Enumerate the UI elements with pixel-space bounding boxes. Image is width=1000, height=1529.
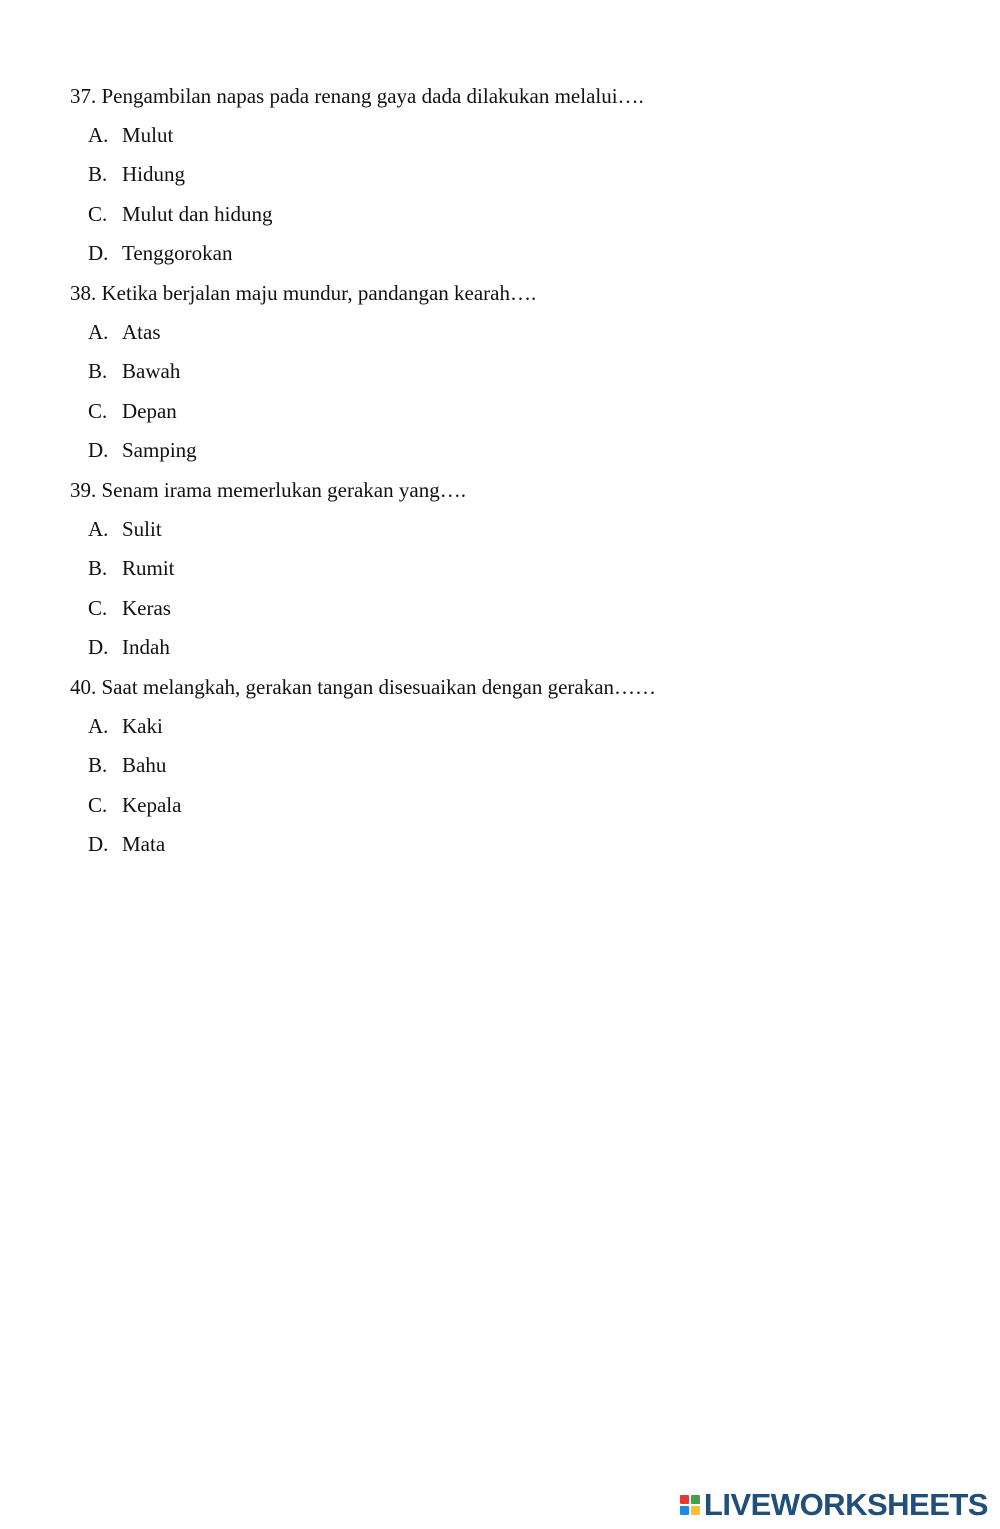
option-37-d[interactable] — [88, 240, 233, 266]
option-letter: D. — [88, 438, 109, 462]
option-text: Indah — [122, 635, 170, 659]
option-letter: A. — [88, 517, 109, 541]
option-letter: C. — [88, 793, 108, 817]
option-39-b[interactable] — [88, 555, 175, 581]
option-37-b[interactable] — [88, 161, 185, 187]
option-text: Tenggorokan — [122, 241, 233, 265]
option-40-b[interactable] — [88, 752, 166, 778]
logo-square — [680, 1495, 689, 1504]
question-37: 37. Pengambilan napas pada renang gaya dada dilakukan melalui…. — [70, 84, 644, 108]
option-37-c[interactable] — [88, 201, 273, 227]
option-letter: A. — [88, 123, 109, 147]
question-38: 38. Ketika berjalan maju mundur, pandangan kearah…. — [70, 281, 537, 305]
option-text: Sulit — [122, 517, 162, 541]
option-letter: D. — [88, 241, 109, 265]
option-letter: C. — [88, 202, 108, 226]
option-letter: B. — [88, 556, 108, 580]
option-text: Rumit — [122, 556, 175, 580]
option-text: Kepala — [122, 793, 182, 817]
option-text: Mulut dan hidung — [122, 202, 273, 226]
option-letter: A. — [88, 320, 109, 344]
question-40: 40. Saat melangkah, gerakan tangan disesuaikan dengan gerakan…… — [70, 675, 657, 699]
option-40-a[interactable] — [88, 713, 163, 739]
option-text: Bawah — [122, 359, 181, 383]
option-letter: D. — [88, 635, 109, 659]
option-letter: A. — [88, 714, 109, 738]
option-38-c[interactable] — [88, 398, 177, 424]
liveworksheets-icon — [680, 1495, 700, 1515]
option-38-b[interactable] — [88, 358, 180, 384]
option-40-c[interactable] — [88, 792, 181, 818]
option-40-d[interactable] — [88, 831, 165, 857]
brand-name: LIVEWORKSHEETS — [703, 1487, 988, 1522]
option-text: Kaki — [122, 714, 163, 738]
question-39: 39. Senam irama memerlukan gerakan yang…. — [70, 478, 466, 502]
option-text: Depan — [122, 399, 177, 423]
option-text: Atas — [122, 320, 161, 344]
option-letter: C. — [88, 399, 108, 423]
option-letter: B. — [88, 753, 108, 777]
option-39-a[interactable] — [88, 516, 162, 542]
logo-square — [680, 1506, 689, 1515]
logo-square — [691, 1495, 700, 1504]
option-text: Samping — [122, 438, 197, 462]
option-letter: B. — [88, 359, 108, 383]
option-text: Mata — [122, 832, 166, 856]
liveworksheets-logo — [680, 1487, 988, 1523]
option-letter: B. — [88, 162, 108, 186]
option-38-a[interactable] — [88, 319, 161, 345]
option-text: Hidung — [122, 162, 185, 186]
option-39-d[interactable] — [88, 634, 170, 660]
option-text: Bahu — [122, 753, 167, 777]
option-text: Keras — [122, 596, 171, 620]
logo-square — [691, 1506, 700, 1515]
option-37-a[interactable] — [88, 122, 173, 148]
option-letter: D. — [88, 832, 109, 856]
option-text: Mulut — [122, 123, 174, 147]
option-39-c[interactable] — [88, 595, 171, 621]
option-letter: C. — [88, 596, 108, 620]
option-38-d[interactable] — [88, 437, 197, 463]
